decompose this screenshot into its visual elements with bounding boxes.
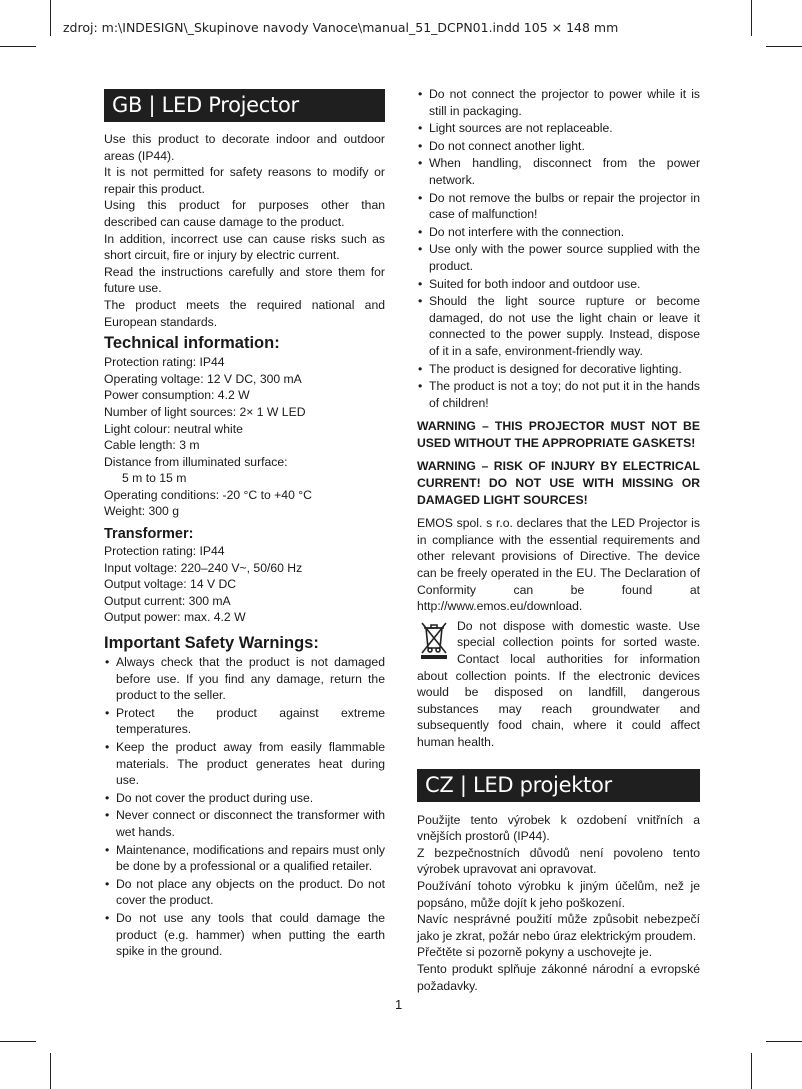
- file-slug: zdroj: m:\INDESIGN\_Skupinove navody Vanoce\manual_51_DCPN01.indd 105 × 148 mm: [63, 20, 619, 35]
- transformer-title: Transformer:: [104, 526, 194, 543]
- crop-mark: [766, 1041, 802, 1042]
- technical-title: Technical information:: [104, 334, 280, 353]
- safety-item: • Keep the product away from easily flammable materials. The product generates heat during use.: [104, 739, 385, 789]
- crop-mark: [751, 1053, 752, 1089]
- transformer-output-power: Output power: max. 4.2 W: [104, 610, 246, 625]
- warning-electrical: WARNING – RISK OF INJURY BY ELECTRICAL CURRENT! DO NOT USE WITH MISSING OR DAMAGED LIGHT SOURCES!: [417, 459, 700, 507]
- cz-intro-line: Používání tohoto výrobku k jiným účelům, než je popsáno, může dojít k jeho poškození.: [417, 878, 700, 910]
- safety-item: • Protect the product against extreme temperatures.: [104, 705, 385, 738]
- intro-line: It is not permitted for safety reasons to modify or repair this product.: [104, 165, 385, 196]
- intro-line: Read the instructions carefully and store them for future use.: [104, 264, 385, 296]
- safety-item: • Do not use any tools that could damage the product (e.g. hammer) when putting the earth spike in the ground.: [104, 910, 385, 960]
- page-number: 1: [395, 997, 403, 1012]
- safety-list-right: [417, 86, 700, 411]
- cz-intro-line: Z bezpečnostních důvodů není povoleno tento výrobek upravovat ani opravovat.: [417, 845, 700, 877]
- spec-power: Power consumption: 4.2 W: [104, 388, 250, 403]
- crop-mark: [0, 1041, 36, 1042]
- safety-item: • Maintenance, modifications and repairs must only be done by a professional or a qualified retailer.: [104, 842, 385, 875]
- crop-mark: [751, 0, 752, 36]
- crop-mark: [50, 0, 51, 36]
- cz-intro-line: Tento produkt splňuje zákonné národní a evropské požadavky.: [417, 961, 700, 993]
- warning-gaskets: WARNING – THIS PROJECTOR MUST NOT BE USED WITHOUT THE APPROPRIATE GASKETS!: [417, 419, 700, 450]
- weee-notice: [417, 618, 700, 751]
- right-column: [417, 86, 700, 994]
- spec-protection: Protection rating: IP44: [104, 355, 225, 370]
- spec-distance-value: 5 m to 15 m: [122, 471, 187, 486]
- transformer-output-voltage: Output voltage: 14 V DC: [104, 577, 237, 592]
- safety-item: • Do not connect the projector to power while it is still in packaging.: [417, 86, 700, 119]
- intro-line: Using this product for purposes other than described can cause damage to the product.: [104, 198, 385, 229]
- safety-item: • When handling, disconnect from the power network.: [417, 155, 700, 188]
- crop-mark: [766, 46, 802, 47]
- transformer-specs: [104, 543, 385, 626]
- safety-item: • Do not place any objects on the product. Do not cover the product.: [104, 876, 385, 909]
- safety-list-left: [104, 654, 385, 960]
- safety-item: • Do not interfere with the connection.: [417, 224, 700, 241]
- weee-text: Do not dispose with domestic waste. Use special collection points for sorted waste. Contact local authorities for information about collection points. If the electronic devices would be disposed on landfill, dangerous substances may reach groundwater and subsequently food chain, where it could affect human health.: [417, 618, 700, 749]
- crop-mark: [50, 1053, 51, 1089]
- gb-intro: [104, 131, 385, 330]
- declaration-text: EMOS spol. s r.o. declares that the LED Projector is in compliance with the essential requirements and other relevant provisions of Directive. The device can be freely operated in the EU. The Declaration of Conformity can be found at http://www.emos.eu/download.: [417, 516, 700, 614]
- intro-line: The product meets the required national and European standards.: [104, 297, 385, 329]
- transformer-protection: Protection rating: IP44: [104, 544, 225, 559]
- safety-item: • Suited for both indoor and outdoor use.: [417, 276, 700, 293]
- safety-item: • Should the light source rupture or become damaged, do not use the light chain or leave it connected to the power supply. Instead, dispose of it in a safe, environment-friendly way.: [417, 293, 700, 359]
- safety-item: • Never connect or disconnect the transformer with wet hands.: [104, 807, 385, 840]
- cz-intro-line: Použijte tento výrobek k ozdobení vnitřních a vnějších prostorů (IP44).: [417, 812, 700, 844]
- spec-conditions: Operating conditions: -20 °C to +40 °C: [104, 487, 312, 502]
- transformer-output-current: Output current: 300 mA: [104, 593, 231, 608]
- spec-distance-label: Distance from illuminated surface:: [104, 454, 288, 469]
- cz-intro: [417, 812, 700, 995]
- intro-line: In addition, incorrect use can cause risks such as short circuit, fire or injury by electric current.: [104, 231, 385, 263]
- safety-item: • Always check that the product is not damaged before use. If you find any damage, return the product to the seller.: [104, 654, 385, 704]
- spec-voltage: Operating voltage: 12 V DC, 300 mA: [104, 371, 302, 386]
- crossed-bin-icon: [417, 618, 451, 660]
- gb-heading: GB | LED Projector: [104, 89, 385, 122]
- safety-item: • Light sources are not replaceable.: [417, 120, 700, 137]
- transformer-input: Input voltage: 220–240 V~, 50/60 Hz: [104, 560, 303, 575]
- safety-item: • Use only with the power source supplied with the product.: [417, 241, 700, 274]
- spec-sources: Number of light sources: 2× 1 W LED: [104, 404, 306, 419]
- intro-line: Use this product to decorate indoor and outdoor areas (IP44).: [104, 132, 385, 163]
- safety-item: • Do not remove the bulbs or repair the projector in case of malfunction!: [417, 190, 700, 223]
- safety-item: • Do not cover the product during use.: [104, 790, 385, 807]
- crop-mark: [0, 46, 36, 47]
- left-column: [104, 89, 385, 961]
- spec-colour: Light colour: neutral white: [104, 421, 243, 436]
- safety-item: • The product is not a toy; do not put it in the hands of children!: [417, 378, 700, 411]
- cz-intro-line: Přečtěte si pozorně pokyny a uschovejte je.: [417, 945, 653, 960]
- safety-item: • The product is designed for decorative lighting.: [417, 361, 700, 378]
- safety-title: Important Safety Warnings:: [104, 634, 319, 653]
- cz-intro-line: Navíc nesprávné použití může způsobit nebezpečí jako je zkrat, požár nebo úraz elektrickým proudem.: [417, 912, 700, 943]
- spec-cable: Cable length: 3 m: [104, 438, 200, 453]
- cz-heading: CZ | LED projektor: [417, 769, 700, 802]
- technical-specs: [104, 354, 385, 520]
- safety-item: • Do not connect another light.: [417, 138, 700, 155]
- spec-weight: Weight: 300 g: [104, 504, 179, 519]
